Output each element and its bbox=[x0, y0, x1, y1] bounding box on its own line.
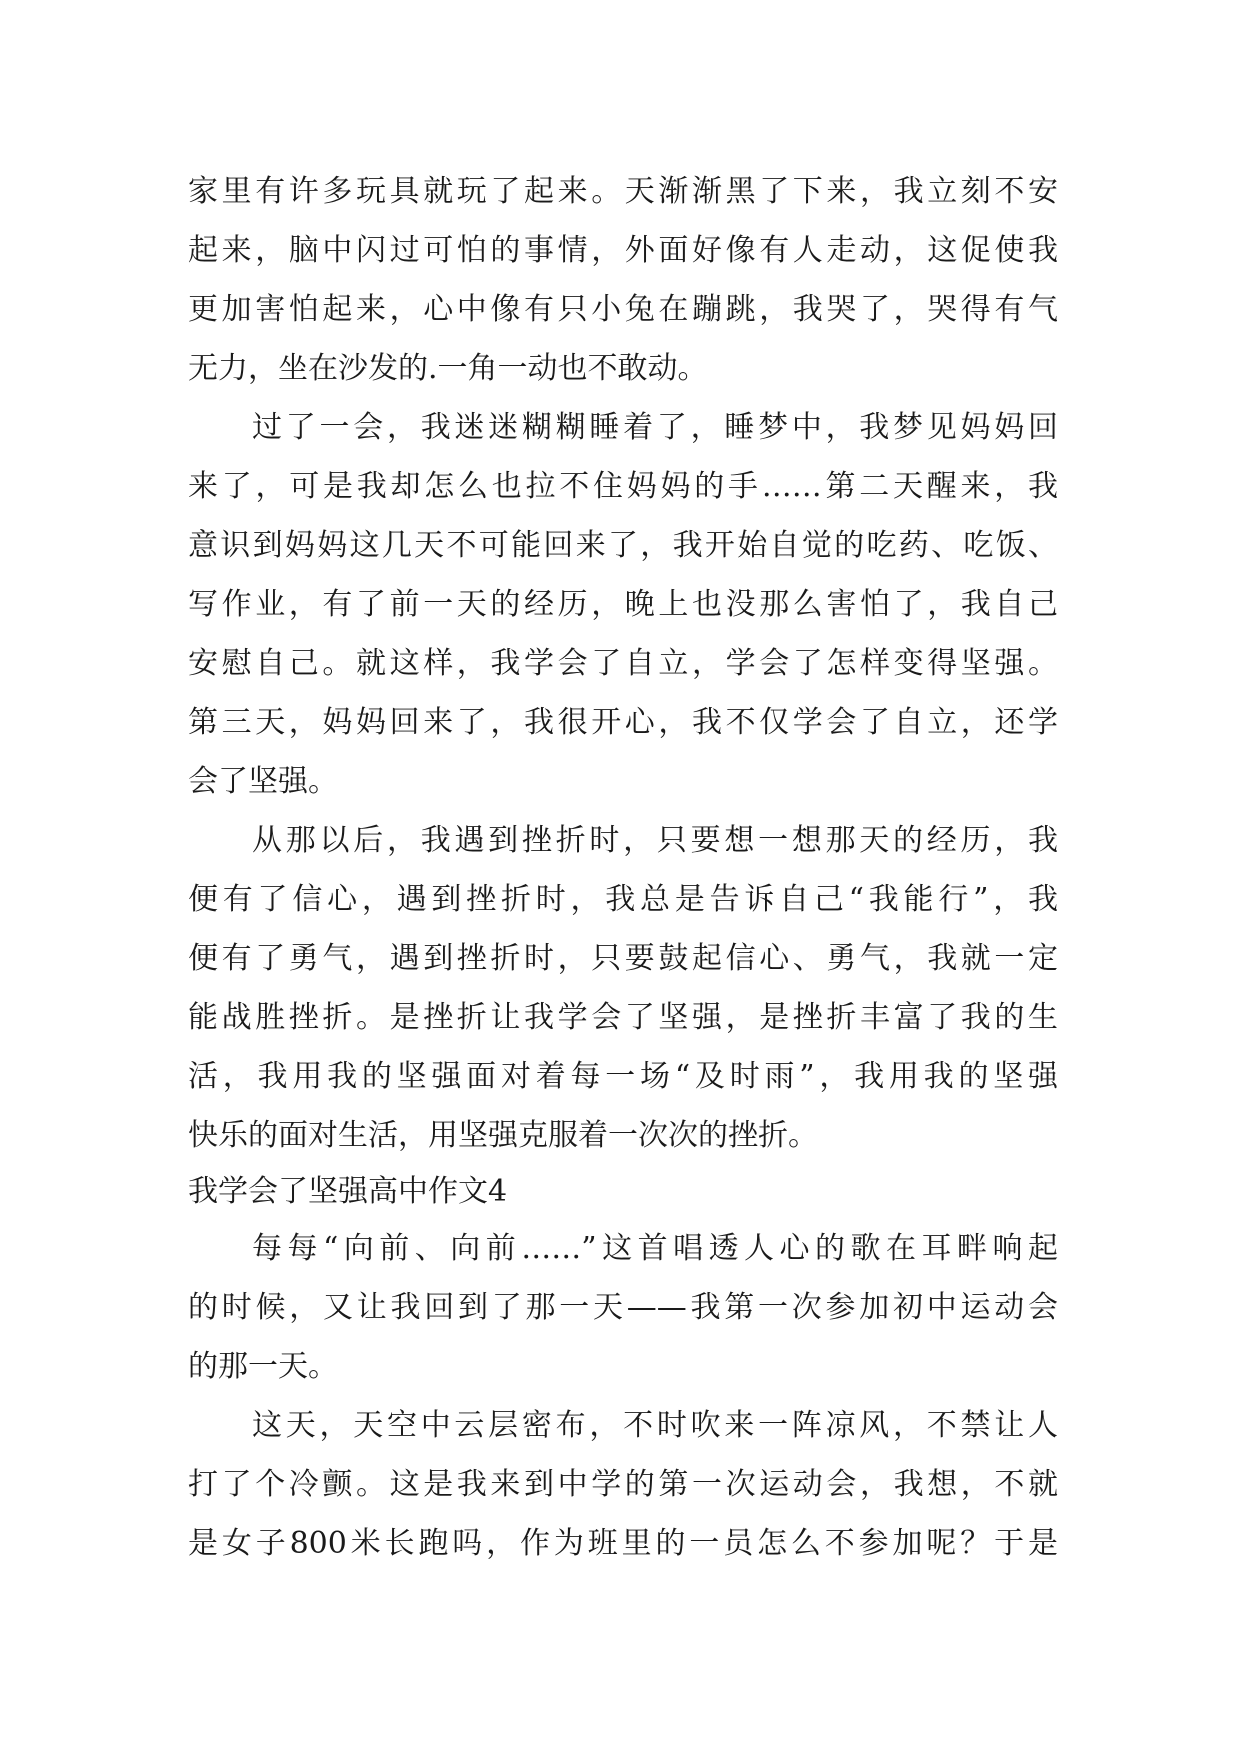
text-line: 会了坚强。 bbox=[188, 764, 338, 799]
paragraph-first-line: 这天，天空中云层密布，不时吹来一阵凉风，不禁让人 bbox=[252, 1408, 1058, 1443]
paragraph-first-line: 从那以后，我遇到挫折时，只要想一想那天的经历，我 bbox=[252, 823, 1058, 858]
text-line: 无力，坐在沙发的.一角一动也不敢动。 bbox=[188, 351, 708, 386]
text-line: 安慰自己。就这样，我学会了自立，学会了怎样变得坚强。 bbox=[188, 646, 1058, 681]
text-line: 更加害怕起来，心中像有只小兔在蹦跳，我哭了，哭得有气 bbox=[188, 292, 1058, 327]
text-line: 来了，可是我却怎么也拉不住妈妈的手……第二天醒来，我 bbox=[188, 469, 1058, 504]
text-line: 家里有许多玩具就玩了起来。天渐渐黑了下来，我立刻不安 bbox=[188, 174, 1058, 209]
text-line: 便有了勇气，遇到挫折时，只要鼓起信心、勇气，我就一定 bbox=[188, 941, 1058, 976]
paragraph-first-line: 每每“向前、向前……”这首唱透人心的歌在耳畔响起 bbox=[252, 1231, 1058, 1266]
text-line: 活，我用我的坚强面对着每一场“及时雨”，我用我的坚强 bbox=[188, 1059, 1058, 1094]
text-line: 便有了信心，遇到挫折时，我总是告诉自己“我能行”，我 bbox=[188, 882, 1058, 917]
text-line: 是女子800米长跑吗，作为班里的一员怎么不参加呢？于是 bbox=[188, 1526, 1058, 1561]
text-line: 打了个冷颤。这是我来到中学的第一次运动会，我想，不就 bbox=[188, 1467, 1058, 1502]
text-line: 意识到妈妈这几天不可能回来了，我开始自觉的吃药、吃饭、 bbox=[188, 528, 1058, 563]
essay-body bbox=[188, 162, 1058, 1573]
text-line: 起来，脑中闪过可怕的事情，外面好像有人走动，这促使我 bbox=[188, 233, 1058, 268]
text-line: 能战胜挫折。是挫折让我学会了坚强，是挫折丰富了我的生 bbox=[188, 1000, 1058, 1035]
section-heading: 我学会了坚强高中作文4 bbox=[188, 1174, 508, 1209]
text-line: 快乐的面对生活，用坚强克服着一次次的挫折。 bbox=[188, 1118, 818, 1153]
paragraph-first-line: 过了一会，我迷迷糊糊睡着了，睡梦中，我梦见妈妈回 bbox=[252, 410, 1058, 445]
text-line: 的时候，又让我回到了那一天——我第一次参加初中运动会 bbox=[188, 1290, 1058, 1325]
text-line: 第三天，妈妈回来了，我很开心，我不仅学会了自立，还学 bbox=[188, 705, 1058, 740]
text-line: 写作业，有了前一天的经历，晚上也没那么害怕了，我自己 bbox=[188, 587, 1058, 622]
text-line: 的那一天。 bbox=[188, 1349, 338, 1384]
